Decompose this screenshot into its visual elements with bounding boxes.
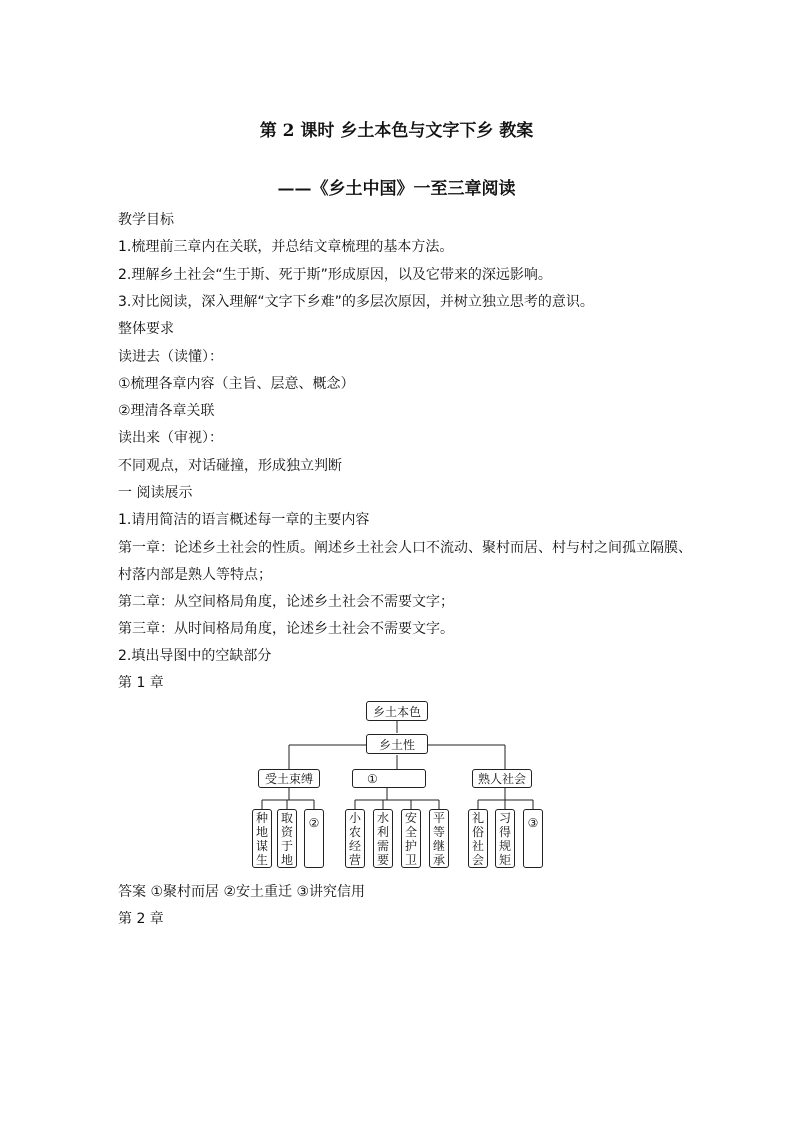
text-line: 整体要求 xyxy=(118,321,174,337)
text-line: 1.请用简洁的语言概述每一章的主要内容 xyxy=(118,512,370,528)
diagram-leaf-node: 取资于地 xyxy=(277,809,297,868)
text-line: 2.理解乡土社会“生于斯、死于斯”形成原因，以及它带来的深远影响。 xyxy=(118,267,552,283)
diagram-leaf-node: 种地谋生 xyxy=(252,809,272,868)
text-line: 2.填出导图中的空缺部分 xyxy=(118,648,272,664)
text-line: 第二章：从空间格局角度，论述乡土社会不需要文字； xyxy=(118,594,454,610)
answer-line: 答案 ①聚村而居 ②安土重迁 ③讲究信用 xyxy=(118,884,366,900)
text-line: 1.梳理前三章内在关联，并总结文章梳理的基本方法。 xyxy=(118,239,454,255)
diagram-group-node: 受土束缚 xyxy=(258,769,320,788)
diagram-leaf-node-blank: ③ xyxy=(523,809,543,868)
text-line: 第 2 章 xyxy=(118,911,164,927)
text-line: 第 1 章 xyxy=(118,675,164,691)
text-line: 第三章：从时间格局角度，论述乡土社会不需要文字。 xyxy=(118,621,454,637)
diagram-group-node-blank: ① xyxy=(352,769,426,788)
diagram-root-node: 乡土本色 xyxy=(366,701,428,721)
text-line: ②理清各章关联 xyxy=(118,403,215,419)
document-title: 第 2 课时 乡土本色与文字下乡 教案 xyxy=(259,121,534,141)
text-line: 不同观点，对话碰撞，形成独立判断 xyxy=(118,458,342,474)
text-line: 村落内部是熟人等特点； xyxy=(118,567,272,583)
text-line: ①梳理各章内容（主旨、层意、概念） xyxy=(118,376,355,392)
diagram-leaf-node: 水利需要 xyxy=(373,809,393,868)
section-heading: 一 阅读展示 xyxy=(118,485,193,501)
diagram-leaf-node: 礼俗社会 xyxy=(468,809,488,868)
text-line: 第一章：论述乡土社会的性质。阐述乡土社会人口不流动、聚村而居、村与村之间孤立隔膜、 xyxy=(118,540,692,556)
diagram-leaf-node: 小农经营 xyxy=(345,809,365,868)
text-line: 读进去（读懂）： xyxy=(118,349,223,365)
text-line: 3.对比阅读，深入理解“文字下乡难”的多层次原因，并树立独立思考的意识。 xyxy=(118,294,594,310)
diagram-leaf-node-blank: ② xyxy=(304,809,324,868)
document-subtitle: ——《乡土中国》一至三章阅读 xyxy=(277,179,516,199)
diagram-leaf-node: 习得规矩 xyxy=(495,809,515,868)
diagram-level1-node: 乡土性 xyxy=(366,734,428,754)
text-line: 读出来（审视）： xyxy=(118,430,223,446)
text-line: 教学目标 xyxy=(118,212,174,228)
diagram-group-node: 熟人社会 xyxy=(472,769,532,788)
diagram-leaf-node: 安全护卫 xyxy=(401,809,421,868)
diagram-leaf-node: 平等继承 xyxy=(429,809,449,868)
